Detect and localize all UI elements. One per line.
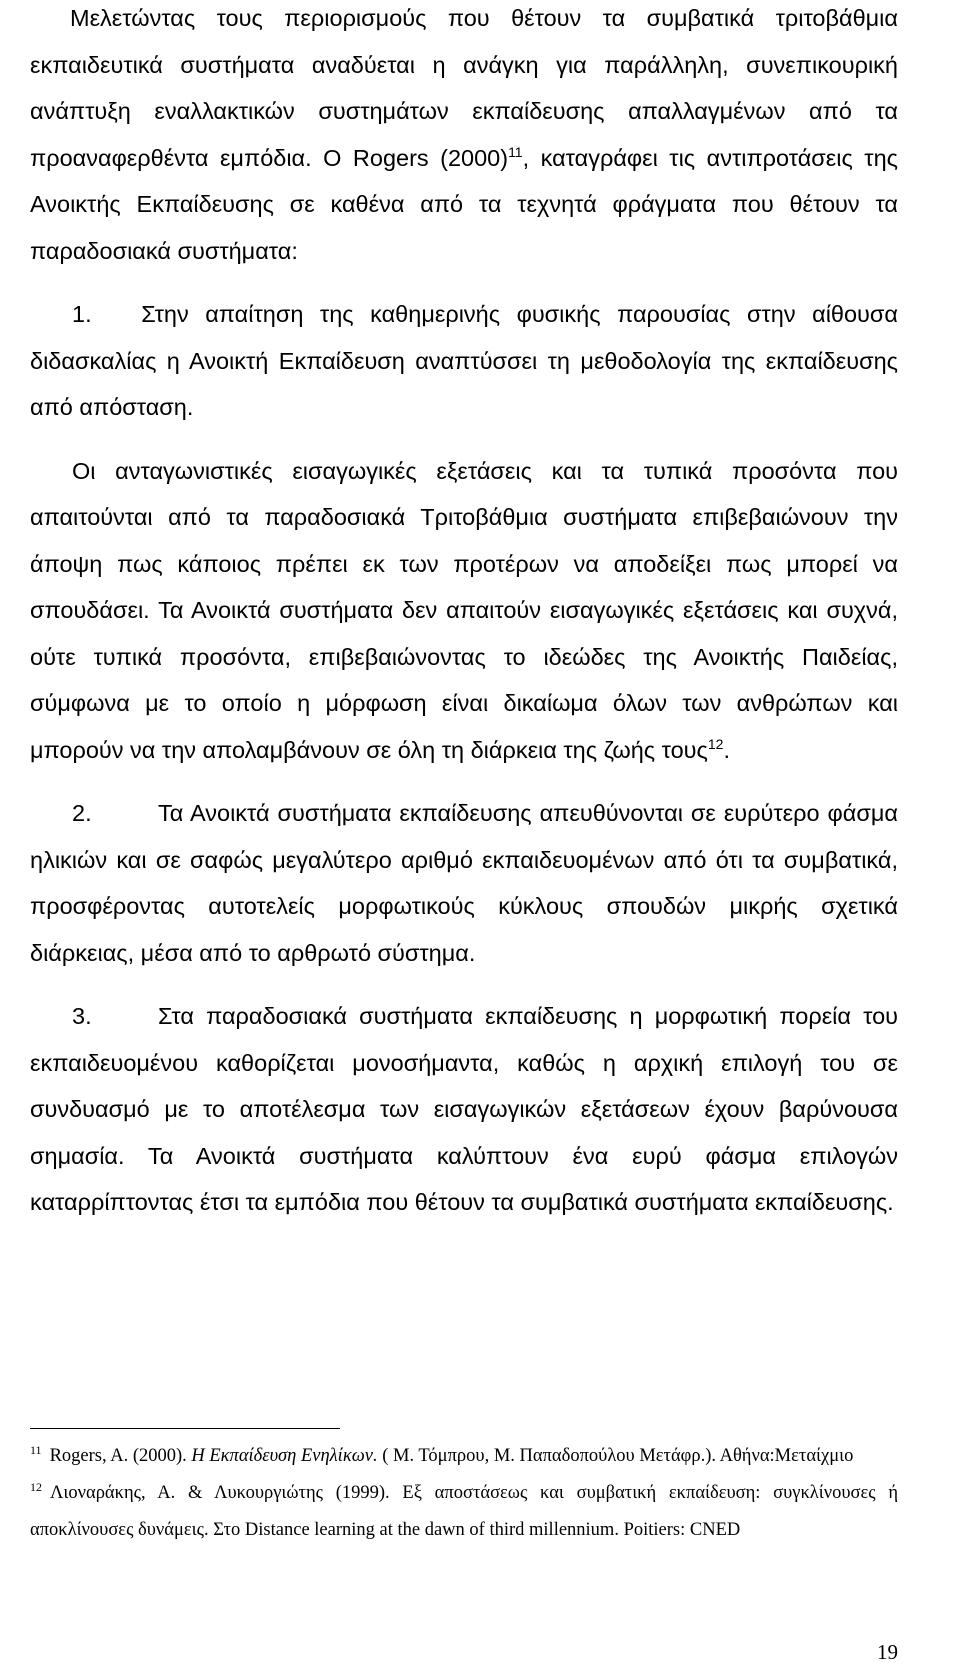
footnote-11-mark: 11: [30, 1442, 42, 1457]
footnote-12: [30, 1475, 898, 1549]
footnote-11-text-b: ( Μ. Τόμπρου, Μ. Παπαδοπούλου Μετάφρ.). Αθήνα:Μεταίχμιο: [377, 1446, 854, 1466]
paragraph-entrance-exams: [30, 448, 898, 774]
paragraph-entrance-exams-end: .: [723, 736, 730, 763]
footnote-12-mark: 12: [30, 1479, 42, 1494]
footnotes: [30, 1438, 898, 1549]
list-item-2-number: 2.: [72, 800, 92, 826]
page-number: 19: [877, 1640, 898, 1664]
paragraph-intro-text-a: Μελετώντας τους περιορισμούς που θέτουν τα συμβατικά τριτοβάθμια εκπαιδευτικά συστήματα αναδύεται η ανάγκη για παράλληλη, συνεπικουρική ανάπτυξη εναλλακτικών συστημάτων εκπαίδευσης απαλλαγμένων από τα προαναφερθέντα εμπόδια. Ο Rogers (2000): [30, 5, 898, 171]
document-page: [30, 0, 898, 1678]
list-item-2-text: Τα Ανοικτά συστήματα εκπαίδευσης απευθύνονται σε ευρύτερο φάσμα ηλικιών και σε σαφώς μεγαλύτερο αριθμό εκπαιδευομένων από ότι τα συμβατικά, προσφέροντας αυτοτελείς μορφωτικούς κύκλους σπουδών μικρής σχετικά διάρκειας, μέσα από το αρθρωτό σύστημα.: [30, 800, 898, 966]
footnote-ref-11[interactable]: 11: [508, 143, 523, 160]
footnote-11: [30, 1438, 898, 1475]
paragraph-entrance-exams-text: Οι ανταγωνιστικές εισαγωγικές εξετάσεις και τα τυπικά προσόντα που απαιτούνται από τα παραδοσιακά Τριτοβάθμια συστήματα επιβεβαιώνουν την άποψη πως κάποιος πρέπει εκ των προτέρων να αποδείξει πως μπορεί να σπουδάσει. Τα Ανοικτά συστήματα δεν απαιτούν εισαγωγικές εξετάσεις και συχνά, ούτε τυπικά προσόντα, επιβεβαιώνοντας το ιδεώδες της Ανοικτής Παιδείας, σύμφωνα με το οποίο η μόρφωση είναι δικαίωμα όλων των ανθρώπων και μπορούν να την απολαμβάνουν σε όλη τη διάρκεια της ζωής τους: [30, 457, 898, 763]
footnote-separator: [30, 1428, 340, 1429]
list-item-3-text: Στα παραδοσιακά συστήματα εκπαίδευσης η μορφωτική πορεία του εκπαιδευομένου καθορίζεται μονοσήμαντα, καθώς η αρχική επιλογή του σε συνδυασμό με το αποτέλεσμα των εισαγωγικών εξετάσεων έχουν βαρύνουσα σημασία. Τα Ανοικτά συστήματα καλύπτουν ένα ευρύ φάσμα επιλογών καταρρίπτοντας έτσι τα εμπόδια που θέτουν τα συμβατικά συστήματα εκπαίδευσης.: [30, 1003, 898, 1215]
list-item-1-text: Στην απαίτηση της καθημερινής φυσικής παρουσίας στην αίθουσα διδασκαλίας η Ανοικτή Εκπαίδευση αναπτύσσει τη μεθοδολογία της εκπαίδευσης από απόσταση.: [30, 301, 899, 420]
list-item-3-number: 3.: [72, 1003, 92, 1029]
footnote-11-text-a: Rogers, A. (2000).: [49, 1446, 192, 1466]
footnote-ref-12[interactable]: 12: [707, 735, 724, 752]
footnote-12-text: Λιοναράκης, Α. & Λυκουργιώτης (1999). Εξ αποστάσεως και συμβατική εκπαίδευση: συγκλίνουσες ή αποκλίνουσες δυνάμεις. Στο Distance learning at the dawn of third millennium. Poitiers: CNED: [30, 1483, 898, 1540]
footnote-11-title: Η Εκπαίδευση Ενηλίκων.: [191, 1446, 378, 1466]
paragraph-intro: [30, 0, 898, 274]
paragraph-intro-text-b: , καταγράφει τις αντιπροτάσεις της Ανοικτής Εκπαίδευσης σε καθένα από τα τεχνητά φράγματα που θέτουν τα παραδοσιακά συστήματα:: [30, 144, 898, 264]
list-item-2: [30, 790, 898, 976]
list-item-1-number: 1.: [72, 301, 92, 327]
list-item-1: [30, 291, 898, 431]
list-item-3: [30, 993, 898, 1226]
